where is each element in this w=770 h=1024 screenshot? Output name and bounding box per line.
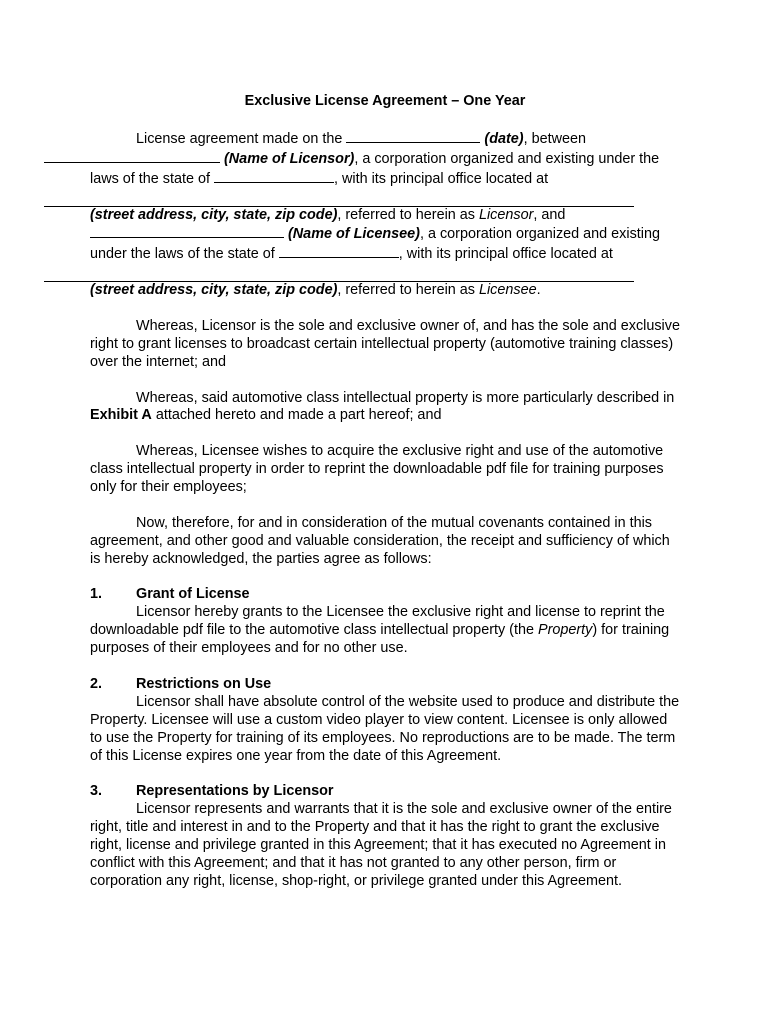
licensor-name-label: (Name of Licensor) — [224, 150, 355, 167]
intro-text: . — [536, 282, 541, 299]
whereas-text: Whereas, said automotive class intellectual property is more particularly described in — [136, 389, 675, 406]
document-title: Exclusive License Agreement – One Year — [244, 93, 526, 109]
whereas-paragraph-2 — [90, 390, 680, 426]
document-page — [90, 93, 680, 909]
licensor-state-blank[interactable] — [214, 169, 334, 183]
section-body — [90, 604, 680, 658]
intro-text: , referred to herein as — [337, 206, 479, 223]
section-heading — [90, 676, 680, 694]
address-label: (street address, city, state, zip code) — [90, 206, 338, 223]
licensor-address-blank[interactable] — [44, 189, 634, 207]
section-heading — [90, 783, 680, 801]
section-heading — [90, 586, 680, 604]
licensee-state-blank[interactable] — [279, 244, 399, 258]
section-number: 1. — [90, 586, 103, 603]
date-label: (date) — [484, 130, 524, 147]
whereas-paragraph-1: Whereas, Licensor is the sole and exclusive owner of, and has the sole and exclusive right to grant licenses to broadcast certain intellectual property (automotive training classes) over the internet; and — [90, 317, 680, 370]
intro-text: License agreement made on the — [136, 130, 347, 147]
intro-paragraph — [90, 129, 680, 300]
intro-text: , referred to herein as — [337, 282, 479, 299]
section-number: 2. — [90, 675, 103, 692]
licensee-term: Licensee — [478, 282, 537, 299]
licensor-name-blank[interactable] — [44, 149, 220, 163]
intro-text: , and — [533, 206, 566, 223]
licensor-term: Licensor — [478, 206, 534, 223]
section-number: 3. — [90, 783, 103, 800]
licensee-name-blank[interactable] — [90, 224, 284, 238]
intro-text: , a corporation organized and existing under the laws of the state of — [90, 226, 660, 263]
property-term: Property — [537, 622, 593, 639]
section-text: Licensor hereby grants to the Licensee the exclusive right and license to reprint the downloadable pdf file to the automotive class intellectual property (the — [90, 604, 665, 639]
intro-text: , with its principal office located at — [398, 246, 613, 263]
licensee-name-label: (Name of Licensee) — [288, 226, 420, 243]
section-title: Restrictions on Use — [136, 675, 272, 692]
exhibit-reference: Exhibit A — [90, 407, 152, 424]
licensee-address-blank[interactable] — [44, 264, 634, 282]
whereas-paragraph-3: Whereas, Licensee wishes to acquire the exclusive right and use of the automotive class intellectual property in order to reprint the downloadable pdf file for training purposes only for their employees; — [90, 443, 664, 496]
date-blank[interactable] — [346, 129, 480, 143]
section-body: Licensor shall have absolute control of the website used to produce and distribute the Property. Licensee will use a custom video player to view content. Licensee is only allowed to use the Property for training of its employees. No reproductions are to be made. The term of this License expires one year from the date of this Agreement. — [90, 693, 680, 764]
section-grant-of-license — [90, 586, 680, 658]
section-text: ) for training purposes of their employees and for no other use. — [90, 622, 670, 657]
whereas-text: attached hereto and made a part hereof; and — [151, 407, 442, 424]
section-title: Grant of License — [136, 586, 250, 603]
section-representations-by-licensor — [90, 783, 680, 890]
intro-text: , with its principal office located at — [334, 170, 549, 187]
intro-text: , a corporation organized and existing under the laws of the state of — [90, 150, 660, 187]
section-title: Representations by Licensor — [136, 783, 334, 800]
address-label: (street address, city, state, zip code) — [90, 282, 338, 299]
intro-text: , between — [523, 130, 586, 147]
section-restrictions-on-use — [90, 676, 680, 766]
now-therefore-paragraph: Now, therefore, for and in consideration of the mutual covenants contained in this agreement, and other good and valuable consideration, the receipt and sufficiency of which is hereby acknowledged, the parties agree as follows: — [90, 514, 670, 567]
section-body: Licensor represents and warrants that it is the sole and exclusive owner of the entire right, title and interest in and to the Property and that it has the right to grant the exclusive right, license and privilege granted in this Agreement; that it has executed no Agreement in conflict with this Agreement; and that it has not granted to any other person, firm or corporation any right, license, shop-right, or privilege granted under this Agreement. — [90, 801, 672, 889]
